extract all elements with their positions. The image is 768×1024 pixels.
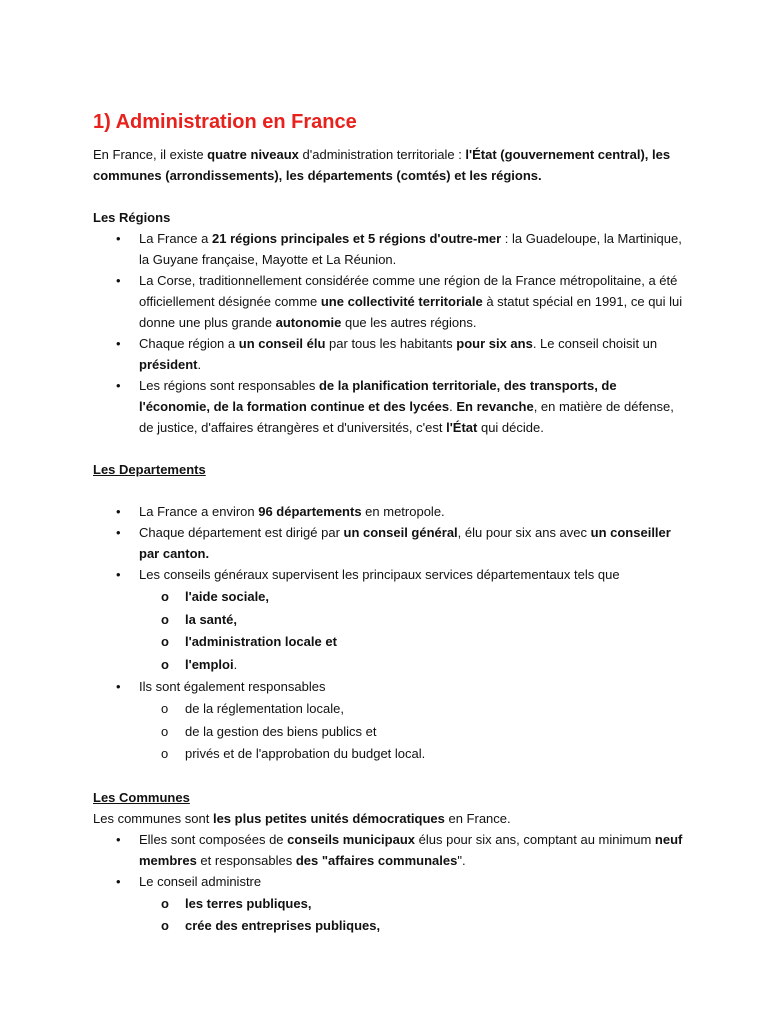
document-content xyxy=(93,108,683,938)
list-item: • Elles sont composées de conseils municipaux élus pour six ans, comptant au minimum neuf membres et responsables des "affaires communales". xyxy=(139,829,683,871)
list-item: • La France a 21 régions principales et 5 régions d'outre-mer : la Guadeloupe, la Martinique, la Guyane française, Mayotte et La Réunion. xyxy=(139,228,683,270)
communes-sublist xyxy=(139,893,683,938)
section-heading-regions: Les Régions xyxy=(93,210,171,225)
sub-list-item: o la santé, xyxy=(185,609,683,632)
sub-list-item: o l'administration locale et xyxy=(185,631,683,654)
list-item: • Chaque région a un conseil élu par tous les habitants pour six ans. Le conseil choisit un président. xyxy=(139,333,683,375)
communes-list xyxy=(93,829,683,938)
sub-list-item: o crée des entreprises publiques, xyxy=(185,915,683,938)
list-item: • Le conseil administre o les terres publiques, o crée des entreprises publiques, xyxy=(139,871,683,938)
section-heading-communes: Les Communes xyxy=(93,789,190,805)
regions-list xyxy=(93,228,683,438)
responsibilities-sublist xyxy=(139,698,683,766)
section-heading-departements: Les Departements xyxy=(93,462,206,477)
departements-list xyxy=(93,501,683,766)
list-item: • Les conseils généraux supervisent les principaux services départementaux tels que o l'aide sociale, o la santé, o l'administration locale et o l'emploi. xyxy=(139,564,683,676)
services-sublist xyxy=(139,586,683,676)
sub-list-item: o les terres publiques, xyxy=(185,893,683,916)
list-item: • Ils sont également responsables o de la réglementation locale, o de la gestion des biens publics et o privés et de l'approbation du budget local. xyxy=(139,676,683,766)
intro-paragraph: En France, il existe quatre niveaux d'administration territoriale : l'État (gouvernement central), les communes (arrondissements), les départements (comtés) et les régions. xyxy=(93,147,671,183)
list-item: • Chaque département est dirigé par un conseil général, élu pour six ans avec un conseiller par canton. xyxy=(139,522,683,564)
list-item: • Les régions sont responsables de la planification territoriale, des transports, de l'économie, de la formation continue et des lycées. En revanche, en matière de défense, de justice, d'affaires étrangères et d'universités, c'est l'État qui décide. xyxy=(139,375,683,438)
sub-list-item: o privés et de l'approbation du budget local. xyxy=(185,743,683,766)
page-title: 1) Administration en France xyxy=(93,111,357,133)
sub-list-item: o l'emploi. xyxy=(185,654,683,677)
sub-list-item: o de la gestion des biens publics et xyxy=(185,721,683,744)
list-item: • La Corse, traditionnellement considérée comme une région de la France métropolitaine, a été officiellement désignée comme une collectivité territoriale à statut spécial en 1991, ce qui lui donne une plus grande autonomie que les autres régions. xyxy=(139,270,683,333)
spacer xyxy=(93,480,683,501)
sub-list-item: o de la réglementation locale, xyxy=(185,698,683,721)
communes-intro: Les communes sont les plus petites unités démocratiques en France. xyxy=(93,810,511,826)
sub-list-item: o l'aide sociale, xyxy=(185,586,683,609)
list-item: • La France a environ 96 départements en metropole. xyxy=(139,501,683,522)
